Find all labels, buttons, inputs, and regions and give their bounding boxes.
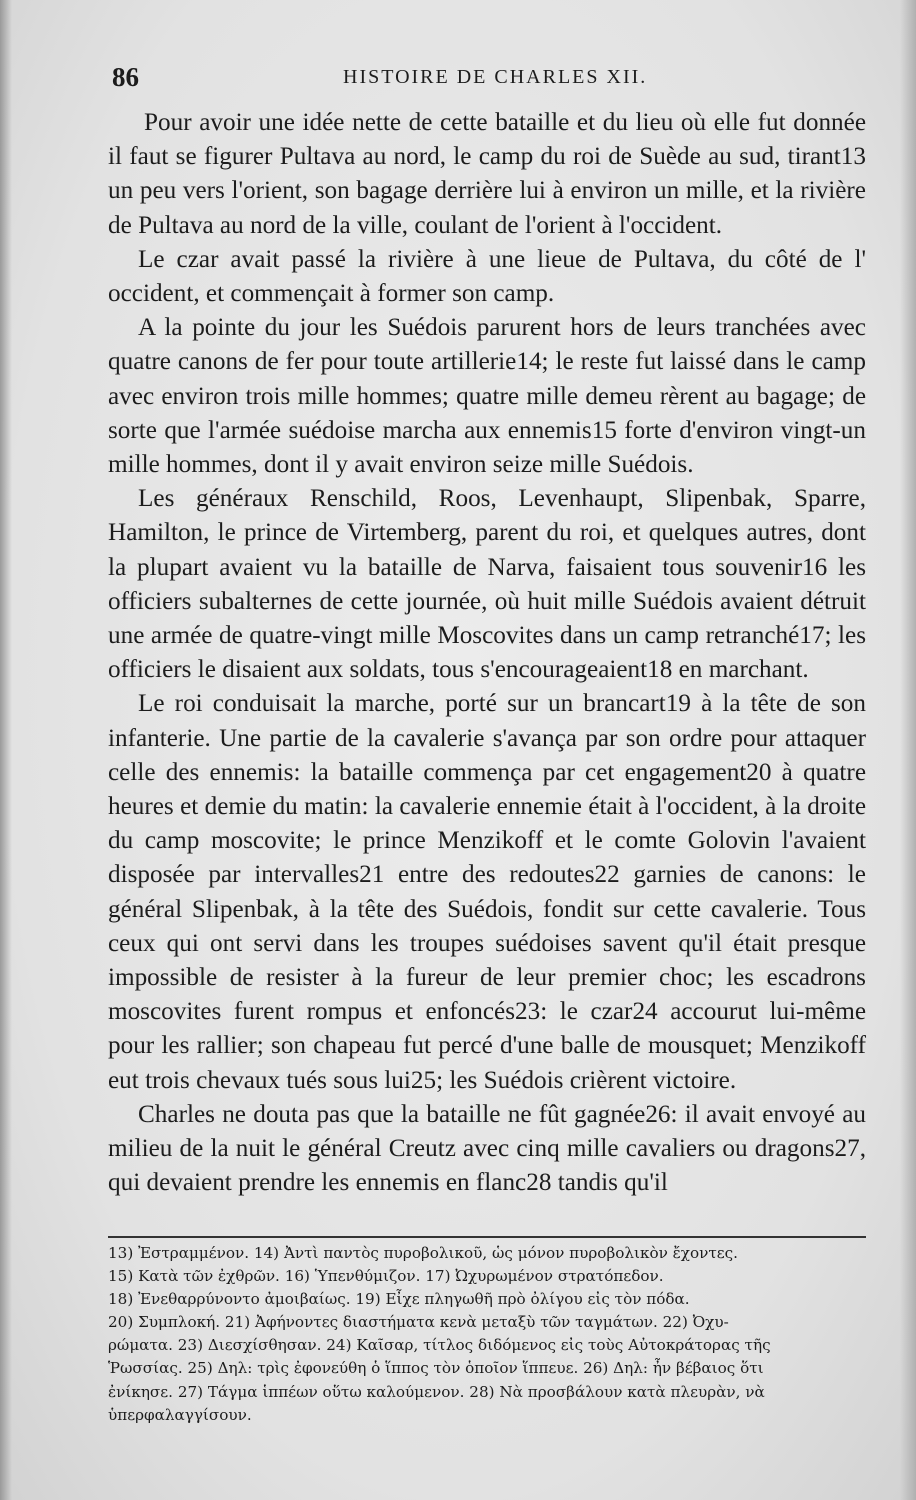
footnote-line: ρώματα. 23) Διεσχίσθησαν. 24) Καῖσαρ, τίτλος διδόμενος εἰς τοὺς Αὐτοκράτορας τῆς	[108, 1336, 771, 1355]
footnote-line: 15) Κατὰ τῶν ἐχθρῶν. 16) Ὑπενθύμιζον. 17) Ὠχυρωμένον στρατόπεδον.	[108, 1267, 664, 1286]
running-title: HISTOIRE DE CHARLES XII.	[343, 66, 648, 88]
paragraph-swedish-advance: A la pointe du jour les Suédois parurent hors de leurs tranchées avec quatre canons de fer pour toute artillerie14; le reste fut laissé dans le camp avec environ trois mille hommes; quatre mille demeu rèrent au bagage; de sorte que l'armée suédoise marcha aux ennemis15 forte d'environ vingt-un mille hommes, dont il y avait environ seize mille Suédois.	[108, 314, 866, 479]
running-head	[108, 62, 868, 98]
page-right-edge-shadow	[900, 0, 916, 1500]
paragraph-generals: Les généraux Renschild, Roos, Levenhaupt, Slipenbak, Sparre, Hamilton, le prince de Virtemberg, parent du roi, et quelques autres, dont la plupart avaient vu la bataille de Narva, faisaient tous souvenir16 les officiers subalternes de cette journée, où huit mille Suédois avaient détruit une armée de quatre-vingt mille Moscovites dans un camp retranché17; les officiers le disaient aux soldats, tous s'encourageaient18 en marchant.	[108, 485, 866, 684]
footnote-line: ἐνίκησε. 27) Τάγμα ἱππέων οὕτω καλούμενον. 28) Νὰ προσβάλουν κατὰ πλευρὰν, νὰ	[108, 1382, 765, 1401]
footnote-divider	[108, 1236, 866, 1238]
paragraph-charles-creutz: Charles ne douta pas que la bataille ne fût gagnée26: il avait envoyé au milieu de la nuit le général Creutz avec cinq mille cavaliers ou dragons27, qui devaient prendre les ennemis en flanc28 tandis qu'il	[108, 1100, 866, 1197]
paragraph-battlefield-description: Pour avoir une idée nette de cette bataille et du lieu où elle fut donnée il faut se figurer Pultava au nord, le camp du roi de Suède au sud, tirant13 un peu vers l'orient, son bagage derrière lui à environ un mille, et la rivière de Pultava au nord de la ville, coulant de l'orient à l'occident.	[108, 109, 866, 239]
paragraph-king-march: Le roi conduisait la marche, porté sur un brancart19 à la tête de son infanterie. Une partie de la cavalerie s'avança par son ordre pour attaquer celle des ennemis: la bataille commença par cet engagement20 à quatre heures et demie du matin: la cavalerie ennemie était à l'occident, à la droite du camp moscovite; le prince Menzikoff et le comte Golovin l'avaient disposée par intervalles21 entre des redoutes22 garnies de canons: le général Slipenbak, à la tête des Suédois, fondit sur cette cavalerie. Tous ceux qui ont servi dans les troupes suédoises savent qu'il était presque impossible de resister à la fureur de leur premier choc; les escadrons moscovites furent rompus et enfoncés23: le czar24 accourut lui-même pour les rallier; son chapeau fut percé d'une balle de mousquet; Menzikoff eut trois chevaux tués sous lui25; les Suédois crièrent victoire.	[108, 690, 866, 1094]
page-left-edge-shadow	[0, 0, 12, 1500]
page-number: 86	[112, 62, 139, 92]
paragraph-czar-camp: Le czar avait passé la rivière à une lieue de Pultava, du côté de l' occident, et commençait à former son camp.	[108, 245, 866, 308]
footnote-line: 13) Ἐστραμμένον. 14) Ἀντὶ παντὸς πυροβολικοῦ, ὡς μόνον πυροβολικὸν ἔχοντες.	[108, 1244, 738, 1262]
footnote-line: 18) Ἐνεθαρρύνοντο ἀμοιβαίως. 19) Εἶχε πληγωθῆ πρὸ ὀλίγου εἰς τὸν πόδα.	[108, 1290, 690, 1309]
footnote-line: ὑπερφαλαγγίσουν.	[108, 1405, 252, 1424]
footnote-line: 20) Συμπλοκή. 21) Ἀφήνοντες διαστήματα κενὰ μεταξὺ τῶν ταγμάτων. 22) Ὀχυ-	[108, 1313, 729, 1332]
footnotes	[108, 1242, 866, 1427]
body-text	[108, 106, 866, 1201]
footnote-line: Ῥωσσίας. 25) Δηλ: τρὶς ἐφονεύθη ὁ ἵππος τὸν ὁποῖον ἵππευε. 26) Δηλ: ἦν βέβαιος ὅτι	[108, 1359, 764, 1378]
